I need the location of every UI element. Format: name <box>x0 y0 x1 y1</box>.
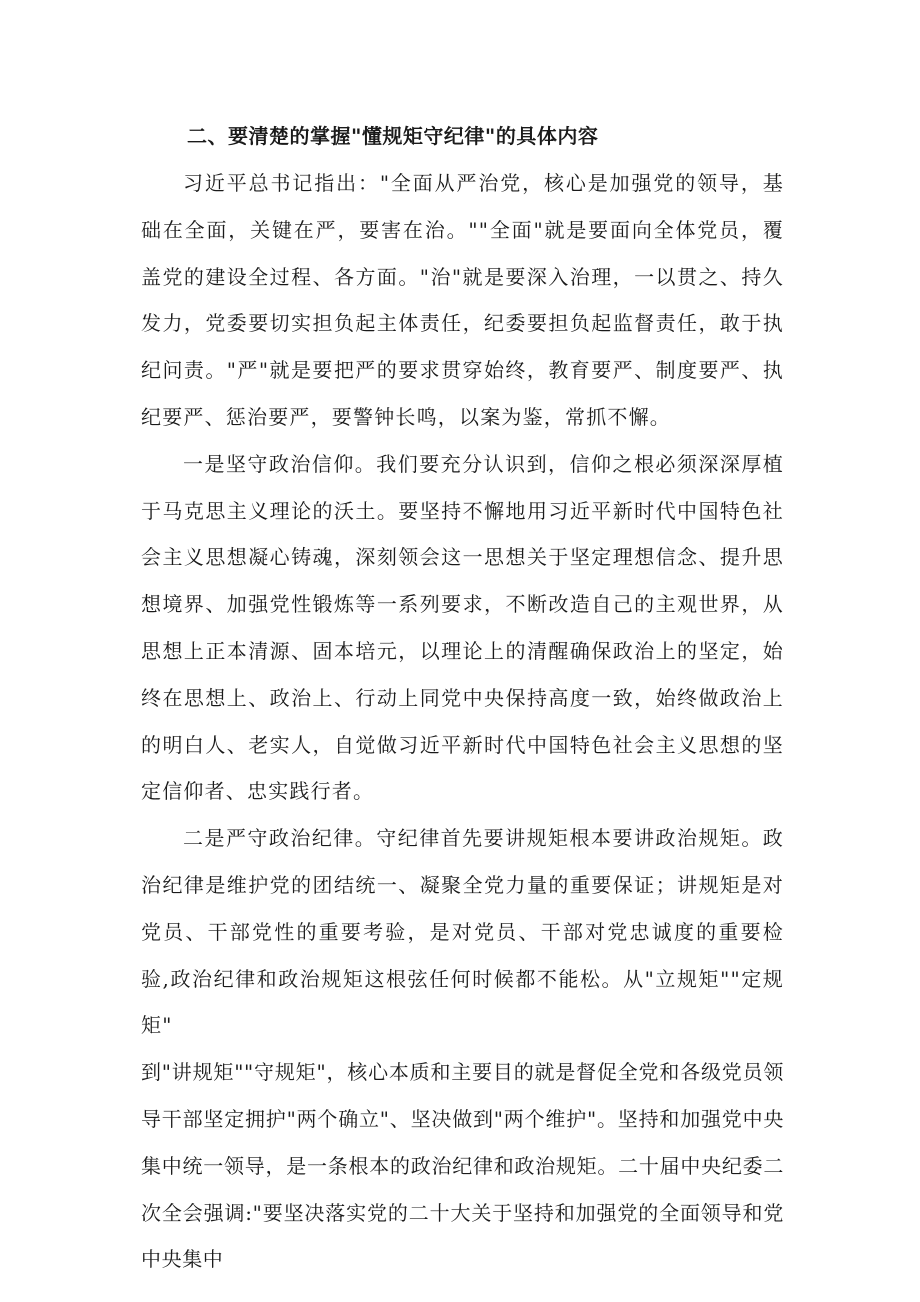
paragraph-political-belief: 一是坚守政治信仰。我们要充分认识到，信仰之根必须深深厚植于马克思主义理论的沃土。要坚持不懈地用习近平新时代中国特色社会主义思想凝心铸魂，深刻领会这一思想关于坚定理想信念、提升思想境界、加强党性锻炼等一系列要求，不断改造自己的主观世界，从思想上正本清源、固本培元，以理论上的清醒确保政治上的坚定，始终在思想上、政治上、行动上同党中央保持高度一致，始终做政治上的明白人、老实人，自觉做习近平新时代中国特色社会主义思想的坚定信仰者、忠实践行者。 <box>141 451 784 804</box>
paragraph-central-instruction: 习近平总书记指出："全面从严治党，核心是加强党的领导，基础在全面，关键在严，要害在治。""全面"就是要面向全体党员，覆盖党的建设全过程、各方面。"治"就是要深入治理，一以贯之、持久发力，党委要切实担负起主体责任，纪委要担负起监督责任，敢于执纪问责。"严"就是要把严的要求贯穿始终，教育要严、制度要严、执纪要严、惩治要严，要警钟长鸣，以案为鉴，常抓不懈。 <box>141 171 784 429</box>
paragraph-discipline-continuation: 到"讲规矩""守规矩"，核心本质和主要目的就是督促全党和各级党员领导干部坚定拥护"两个确立"、坚决做到"两个维护"。坚持和加强党中央集中统一领导，是一条根本的政治纪律和政治规矩。二十届中央纪委二次全会强调:"要坚决落实党的二十大关于坚持和加强党的全面领导和党中央集中 <box>141 1060 784 1272</box>
paragraph-political-discipline: 二是严守政治纪律。守纪律首先要讲规矩根本要讲政治规矩。政治纪律是维护党的团结统一、凝聚全党力量的重要保证；讲规矩是对党员、干部党性的重要考验，是对党员、干部对党忠诚度的重要检验,政治纪律和政治规矩这根弦任何时候都不能松。从"立规矩""定规矩" <box>141 826 784 1038</box>
document-body <box>141 112 784 1283</box>
section-heading: 二、要清楚的掌握"懂规矩守纪律"的具体内容 <box>187 124 599 148</box>
